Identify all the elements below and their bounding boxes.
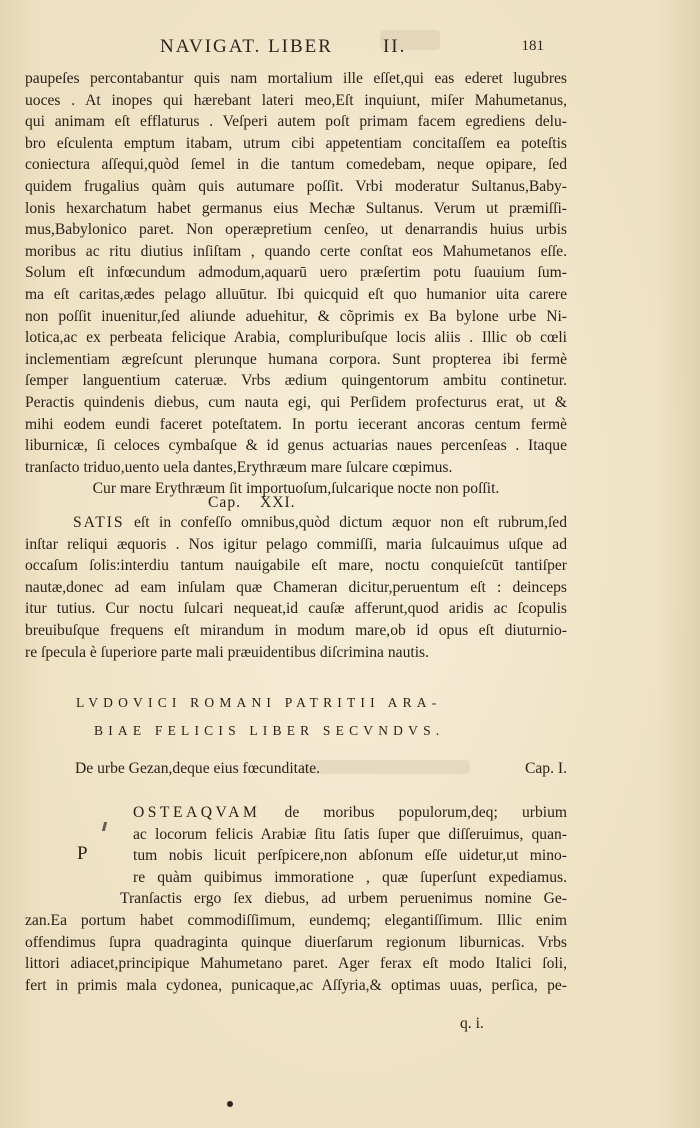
text-line: offendimus ſupra quadraginta quinque diuerſarum regionum liburnicas. Vrbs xyxy=(25,933,567,951)
text-line: mus,Babylonico paret. Non operæpretium cenſeo, ut denarrandis huius urbis xyxy=(25,221,567,239)
text-line: zan.Ea portum habet commodiſſimum, eundemq; elegantiſſimum. Illic enim xyxy=(25,911,567,929)
text-line: littori adiacet,principique Mahumetano paret. Ager ferax eſt modo Italici ſoli, xyxy=(25,955,567,973)
chapter-number: XXI. xyxy=(259,494,296,511)
initial-letter: P xyxy=(77,843,88,864)
text-line: coniectura aſſequi,quòd ſemel in die tantum comedebam, neque opipare, ſed xyxy=(25,156,567,174)
text-line-lead xyxy=(25,802,567,824)
ink-dot xyxy=(227,1101,233,1107)
running-head xyxy=(160,36,406,58)
text-line: lonis hexarchatum habet germanus eius Mechæ Sultanus. Verum ut præmiſſi- xyxy=(25,199,567,217)
catchword-signature: q. i. xyxy=(460,1015,484,1032)
passage-book-2-chapter-1 xyxy=(25,802,567,996)
chapter-1-title: De urbe Gezan,deque eius fœcunditate. xyxy=(75,760,321,777)
text-line: mihi eodem eundi faceret poteſtatem. In portu iecerant ancoras centum fermè xyxy=(25,415,567,433)
text-line: re ſpecula è ſuperiore parte mali præuidentibus diſcrimina nautis. xyxy=(25,643,430,661)
chapter-heading xyxy=(208,494,296,512)
text-line: nautæ,donec ad eam inſulam quæ Chameran dicitur,peruentum eſt : deinceps xyxy=(25,578,567,596)
text-line: Tranſactis ergo ſex diebus, ad urbem peruenimus nomine Ge- xyxy=(120,890,567,908)
text-line: uoces . At inopes qui hærebant lateri meo,Eſt inquiunt, miſer Mahumetanus, xyxy=(25,91,567,109)
text-line: ſemper languentium cateruæ. Vrbs ædium quingentorum ambitu continetur. xyxy=(25,372,567,390)
text-line: itur tutius. Cur noctu ſulcari nequeat,id cauſæ afferunt,quod aridis ac ſcopulis xyxy=(25,600,567,618)
page-number: 181 xyxy=(521,38,544,54)
text-line: Peractis quindenis diebus, cum nauta egi, qui Perſidem profecturus erat, ut & xyxy=(25,393,567,411)
lead-line-rest: de moribus populorum,deq; urbium xyxy=(260,804,567,821)
text-line: quidem frugalius quàm quis autumare poſſit. Vrbi moderatur Sultanus,Baby- xyxy=(25,177,567,195)
text-line: fert in primis mala cydonea, punicaque,ac Aſſyria,& optimas uuas, perſica, pe- xyxy=(25,976,567,994)
text-line: inſtar reliqui æquoris . Nos igitur pelago commiſſi, maria ſulcauimus uſque ad xyxy=(25,535,567,553)
passage-chapter-20-end xyxy=(25,68,567,500)
text-line: lotica,ac ex perbeata felicique Arabia, compluribuſque locis aliis . Illic ob cœli xyxy=(25,329,567,347)
running-head-title: NAVIGAT. LIBER xyxy=(160,36,333,57)
text-line: paupeſes percontabantur quis nam mortalium ille eſſet,qui eas ederet lugubres xyxy=(25,70,567,87)
book-title xyxy=(76,695,546,739)
text-line: ac locorum felicis Arabiæ ſitu ſatis ſuper que diſſeruimus, quan- xyxy=(133,825,567,843)
chapter-1-heading xyxy=(75,760,567,778)
chapter-1-number: Cap. I. xyxy=(524,760,567,777)
book-title-line-2: BIAE FELICIS LIBER SECVNDVS. xyxy=(94,723,445,738)
text-line: tranſacto triduo,uento uela dantes,Erythræum mare ſulcare cœpimus. xyxy=(25,458,453,476)
text-line: ma eſt caritas,ædes pelago alluūtur. Ibi quicquid eſt quo humanior uita carere xyxy=(25,285,567,303)
text-line: breuibuſque frequens eſt mirandum in modum mare,ob id opus eſt diuturnio- xyxy=(25,621,567,639)
lead-capitals: OSTEAQVAM xyxy=(133,804,261,821)
text-line: qui animam eſt efflaturus . Veſperi autem poſt primam facem egrediens delu- xyxy=(25,113,567,131)
text-line: tum nobis licuit perſpicere,non abſonum eſſe uidetur,ut mino- xyxy=(133,847,567,865)
book-title-line-1: LVDOVICI ROMANI PATRITII ARA- xyxy=(76,695,442,710)
lead-line-rest: eſt in confeſſo omnibus,quòd dictum æquor non eſt rubrum,ſed xyxy=(124,514,567,531)
text-line: bro eſculenta emptum itabam, utrum cibi appetentiam concitaſſem ea poteſtis xyxy=(25,134,567,152)
text-line: Solum eſt infœcundum admodum,aquarū uero præſertim potu ſuauium ſum- xyxy=(25,264,567,282)
lead-capitals: SATIS xyxy=(73,514,125,531)
text-line: occaſum ſolis:interdiu tantum nauigabile eſt mare, noctu conquieſcūt tantiſper xyxy=(25,557,567,575)
chapter-21-title: Cur mare Erythræum ſit importuoſum,ſulcarique nocte non poſſit. xyxy=(92,480,500,498)
text-line: liburnicæ, ſi celoces cymbaſque & id genus actuarias naues percenſeas . Itaque xyxy=(25,437,567,455)
passage-chapter-21 xyxy=(25,512,567,663)
text-line: non poſſit inuenitur,ſed aliunde aduehitur, & cõprimis ex Ba bylone urbe Ni- xyxy=(25,307,567,325)
running-head-book-number: II. xyxy=(382,36,407,57)
text-line-lead xyxy=(25,512,567,534)
text-line: re quàm quibimus immoratione , quæ ſuperſunt expediamus. xyxy=(133,868,567,886)
text-line: inclementiam ægreſcunt plerunque humana corpora. Sunt propterea ibi fermè xyxy=(25,350,567,368)
text-line: moribus ac ritu diutius inſiſtam , quando certe conſtat eos Mahumetanos eſſe. xyxy=(25,242,567,260)
chapter-label: Cap. xyxy=(208,494,242,511)
